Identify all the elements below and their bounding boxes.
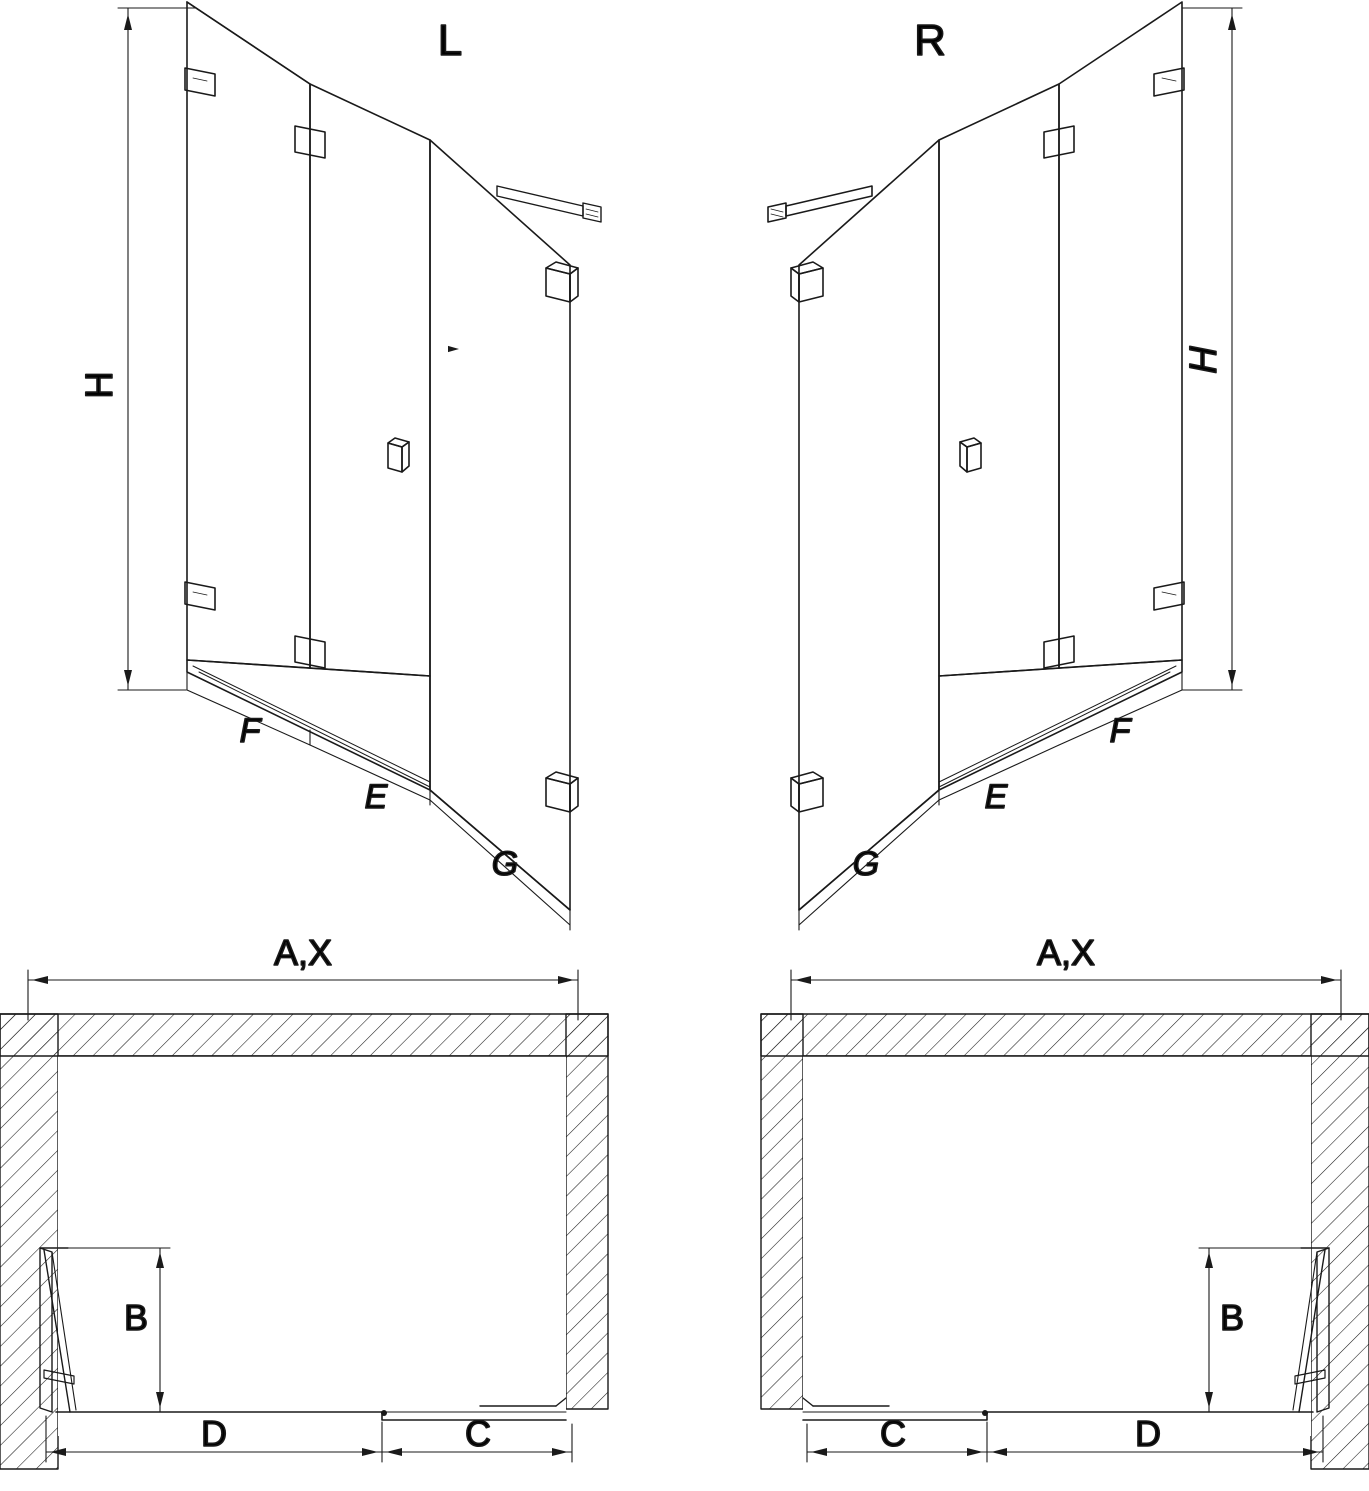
label-H-right: H (1183, 346, 1225, 374)
hinge (1044, 126, 1074, 158)
label-AX-left: A,X (273, 932, 333, 973)
hinge (185, 68, 215, 96)
door-handle-left (497, 186, 601, 222)
hinge (1154, 68, 1184, 96)
plan-view-right (761, 932, 1369, 1469)
label-D-right: D (1135, 1413, 1161, 1454)
dimension-H-left (0, 8, 459, 690)
hinge (185, 582, 215, 610)
title-left: L (437, 16, 463, 65)
wall-bracket (791, 772, 823, 812)
label-B-right: B (1219, 1297, 1245, 1338)
label-B-left: B (123, 1297, 149, 1338)
wall-bracket (791, 262, 823, 302)
label-AX-right: A,X (1036, 932, 1096, 973)
title-right: R (914, 16, 946, 65)
label-F-left: F (239, 712, 261, 750)
label-G-left: G (491, 845, 519, 883)
wall-bracket (546, 772, 578, 812)
hinge (1154, 582, 1184, 610)
wall-bracket (546, 262, 578, 302)
hinge (295, 126, 325, 158)
elevation-view-left (0, 2, 601, 930)
hinge (1044, 636, 1074, 668)
label-C-right: C (880, 1413, 906, 1454)
label-C-left: C (465, 1413, 491, 1454)
seal-icon (960, 438, 981, 472)
hinge (295, 636, 325, 668)
dimension-AX-left (28, 970, 578, 1020)
label-E-right: E (984, 778, 1008, 816)
seal-icon (388, 438, 409, 472)
label-D-left: D (201, 1413, 227, 1454)
plan-view-left (0, 932, 608, 1469)
label-G-right: G (852, 845, 880, 883)
label-F-right: F (1109, 712, 1131, 750)
label-E-left: E (364, 778, 388, 816)
elevation-view-right (768, 2, 1242, 930)
dimension-AX-right (791, 970, 1341, 1020)
label-H-left: H (79, 371, 121, 399)
door-handle-right (768, 186, 872, 222)
